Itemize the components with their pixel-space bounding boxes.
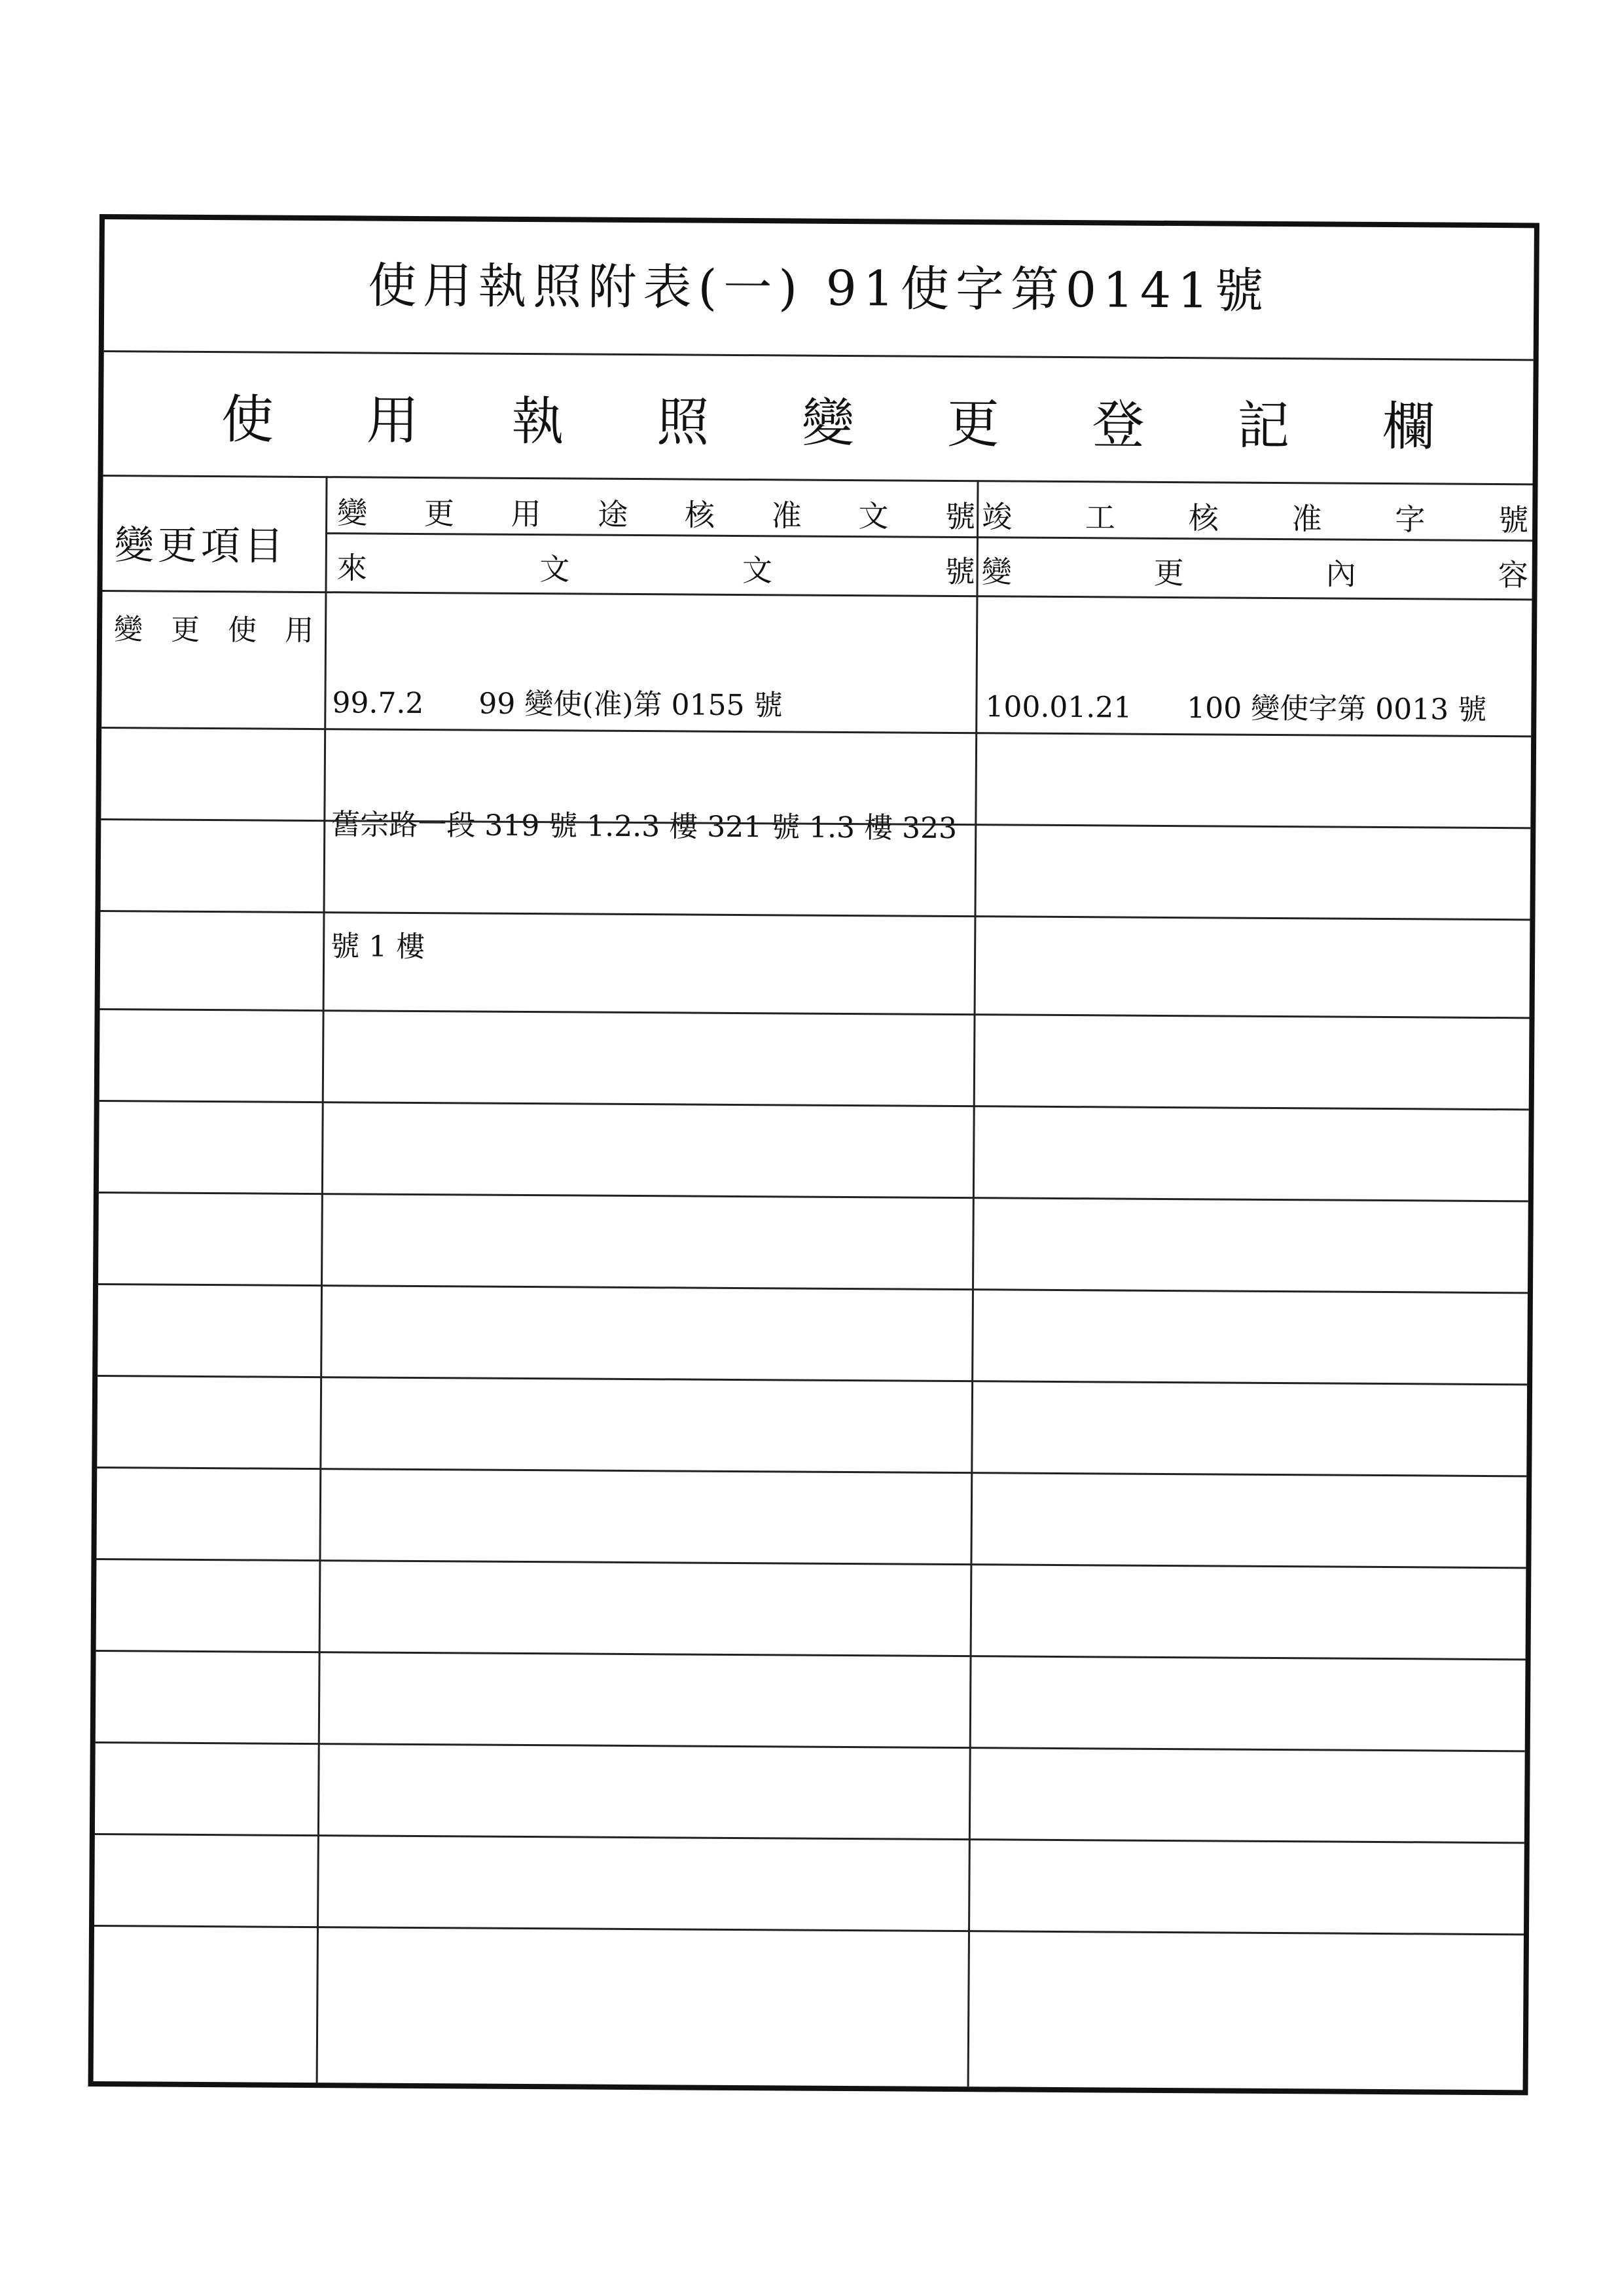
- header-char: 核: [1188, 500, 1219, 536]
- header-char: 更: [423, 496, 455, 532]
- subtitle-char: 欄: [1382, 395, 1435, 458]
- item-char: 用: [284, 613, 314, 648]
- row-change-item: [114, 606, 314, 649]
- form-subtitle: [221, 377, 1435, 460]
- row-line: [99, 1192, 1528, 1202]
- header-char: 號: [1498, 502, 1529, 538]
- header-char: 用: [511, 496, 541, 532]
- column-divider: [316, 476, 328, 2083]
- row-line: [96, 1741, 1525, 1752]
- header-char: 文: [539, 551, 570, 587]
- subtitle-char: 更: [946, 393, 1000, 455]
- row-line: [97, 1467, 1526, 1477]
- header-char: 內: [1325, 556, 1356, 592]
- header-char: 核: [684, 497, 715, 533]
- completion-line: 100.01.21 100 變使字第 0013 號: [985, 690, 1487, 727]
- header-char: 途: [598, 496, 628, 532]
- header-char: 准: [1291, 501, 1322, 537]
- approval-line: 號 1 樓: [331, 930, 425, 964]
- row-line: [99, 1100, 1529, 1110]
- row-line: [96, 1650, 1526, 1660]
- header-char: 變: [337, 495, 368, 531]
- header-char: 准: [771, 498, 802, 534]
- item-char: 使: [227, 613, 257, 647]
- header-char: 文: [742, 553, 773, 589]
- subtitle-divider: [103, 475, 1533, 485]
- subtitle-char: 變: [801, 392, 855, 454]
- row-line: [98, 1375, 1527, 1385]
- row-line: [98, 1283, 1528, 1294]
- completion-approval-cell: [984, 606, 1487, 812]
- row-line: [95, 1833, 1524, 1844]
- header-char: 更: [1153, 555, 1184, 591]
- subtitle-char: 記: [1237, 395, 1290, 457]
- subtitle-char: 執: [511, 390, 564, 452]
- approval-number-cell: [330, 602, 958, 1052]
- completion-approval-header: [982, 493, 1528, 539]
- approval-number-header: [337, 489, 975, 536]
- form-title: 使用執照附表(一) 91使字第0141號: [368, 257, 1270, 319]
- header-char: 文: [858, 498, 889, 534]
- item-char: 變: [113, 613, 143, 647]
- header-char: 竣: [982, 499, 1013, 535]
- header-char: 工: [1085, 500, 1116, 536]
- subtitle-char: 用: [366, 390, 420, 451]
- title-divider: [104, 350, 1534, 361]
- usage-permit-change-form: [88, 214, 1539, 2095]
- row-line: [96, 1558, 1526, 1569]
- header-char: 變: [981, 554, 1012, 590]
- subtitle-char: 登: [1092, 394, 1145, 456]
- header-char: 來: [336, 550, 367, 586]
- approval-line: 舊宗路一段 319 號 1.2.3 樓 321 號 1.3 樓 323: [331, 808, 958, 846]
- row-line: [94, 1925, 1524, 1935]
- subtitle-char: 照: [656, 392, 710, 453]
- subtitle-char: 使: [221, 389, 274, 450]
- change-content-header: [982, 548, 1528, 594]
- header-char: 字: [1395, 501, 1426, 538]
- column-divider: [967, 480, 979, 2086]
- approval-line: 99.7.2 99 變使(准)第 0155 號: [332, 686, 783, 723]
- header-char: 號: [944, 498, 976, 535]
- change-item-header: 變更項目: [114, 522, 288, 570]
- item-char: 更: [170, 613, 200, 647]
- header-char: 容: [1498, 557, 1528, 593]
- incoming-document-header: [337, 544, 975, 591]
- header-char: 號: [944, 553, 975, 590]
